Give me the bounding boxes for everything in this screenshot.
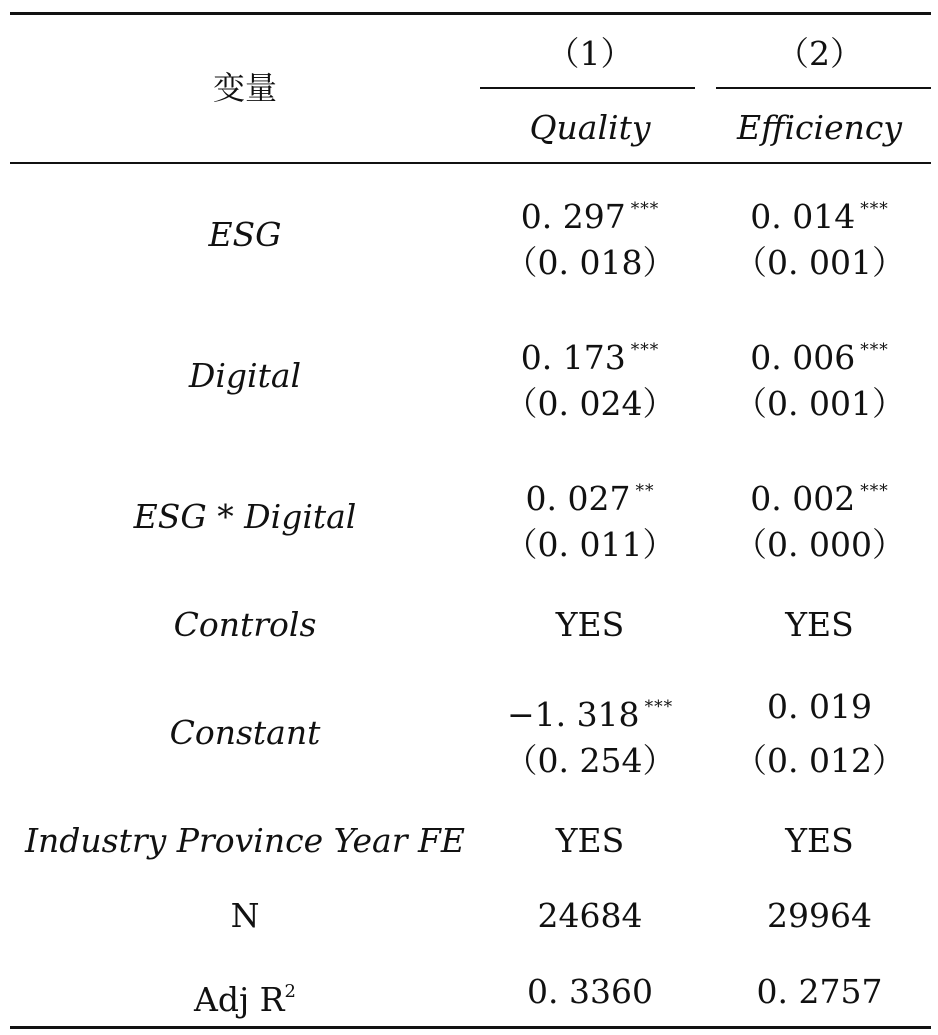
row-label-controls: Controls: [173, 605, 317, 644]
row-label-adj-r2: [10, 972, 480, 1019]
row-label-n: N: [230, 896, 260, 935]
superscript-2: 2: [284, 981, 296, 1002]
significance-stars: ***: [644, 697, 674, 717]
row-label-digital: Digital: [188, 356, 302, 395]
interaction-column-1-coefficient: [480, 471, 700, 518]
header-column-1-name: Quality: [529, 108, 651, 147]
fixed-effects-column-1: YES: [555, 821, 625, 860]
header-variable-label: 变量: [212, 69, 277, 107]
interaction-column-2-coefficient: [708, 471, 931, 518]
table-top-rule: [10, 12, 931, 15]
n-column-2: 29964: [767, 896, 872, 935]
row-label-fixed-effects: Industry Province Year FE: [25, 821, 465, 860]
cell-value: 0. 002: [750, 479, 856, 518]
significance-stars: ***: [630, 199, 660, 219]
header-column-2-number: （2）: [776, 34, 863, 73]
row-label-esg: ESG: [208, 215, 282, 254]
esg-column-1-coefficient: [480, 189, 700, 236]
digital-column-1-std-error: （0. 024）: [504, 384, 676, 423]
interaction-column-2-std-error: （0. 000）: [734, 525, 905, 564]
row-label-constant: Constant: [169, 713, 321, 752]
esg-column-2-std-error: （0. 001）: [734, 243, 905, 282]
cell-value: −1. 318: [506, 695, 640, 734]
row-label-esg-digital-interaction: ESG * Digital: [133, 497, 357, 536]
controls-column-2: YES: [785, 605, 854, 644]
cell-value: 0. 006: [750, 338, 856, 377]
header-column-1-number: （1）: [546, 34, 634, 73]
significance-stars: **: [635, 481, 655, 501]
adj-r2-column-1: 0. 3360: [527, 972, 653, 1011]
column-1-header-rule: [480, 87, 695, 89]
table-header-rule: [10, 162, 931, 164]
digital-column-2-std-error: （0. 001）: [734, 384, 905, 423]
cell-value: Adj R: [194, 980, 285, 1019]
n-column-1: 24684: [537, 896, 643, 935]
cell-value: 0. 027: [525, 479, 631, 518]
digital-column-1-coefficient: [480, 330, 700, 377]
interaction-column-1-std-error: （0. 011）: [504, 525, 676, 564]
significance-stars: ***: [630, 340, 660, 360]
adj-r2-column-2: 0. 2757: [756, 972, 883, 1011]
cell-value: 0. 014: [750, 197, 856, 236]
constant-column-2-coefficient: 0. 019: [767, 687, 872, 726]
constant-column-1-std-error: （0. 254）: [504, 741, 676, 780]
significance-stars: ***: [860, 199, 889, 219]
column-2-header-rule: [716, 87, 931, 89]
significance-stars: ***: [860, 340, 889, 360]
significance-stars: ***: [860, 481, 889, 501]
table-bottom-rule: [10, 1026, 931, 1029]
cell-value: 0. 297: [520, 197, 626, 236]
fixed-effects-column-2: YES: [785, 821, 854, 860]
header-column-2-name: Efficiency: [737, 108, 902, 147]
digital-column-2-coefficient: [708, 330, 931, 377]
esg-column-2-coefficient: [708, 189, 931, 236]
controls-column-1: YES: [555, 605, 625, 644]
cell-value: 0. 173: [520, 338, 626, 377]
constant-column-2-std-error: （0. 012）: [734, 741, 905, 780]
esg-column-1-std-error: （0. 018）: [504, 243, 676, 282]
constant-column-1-coefficient: [480, 687, 700, 734]
